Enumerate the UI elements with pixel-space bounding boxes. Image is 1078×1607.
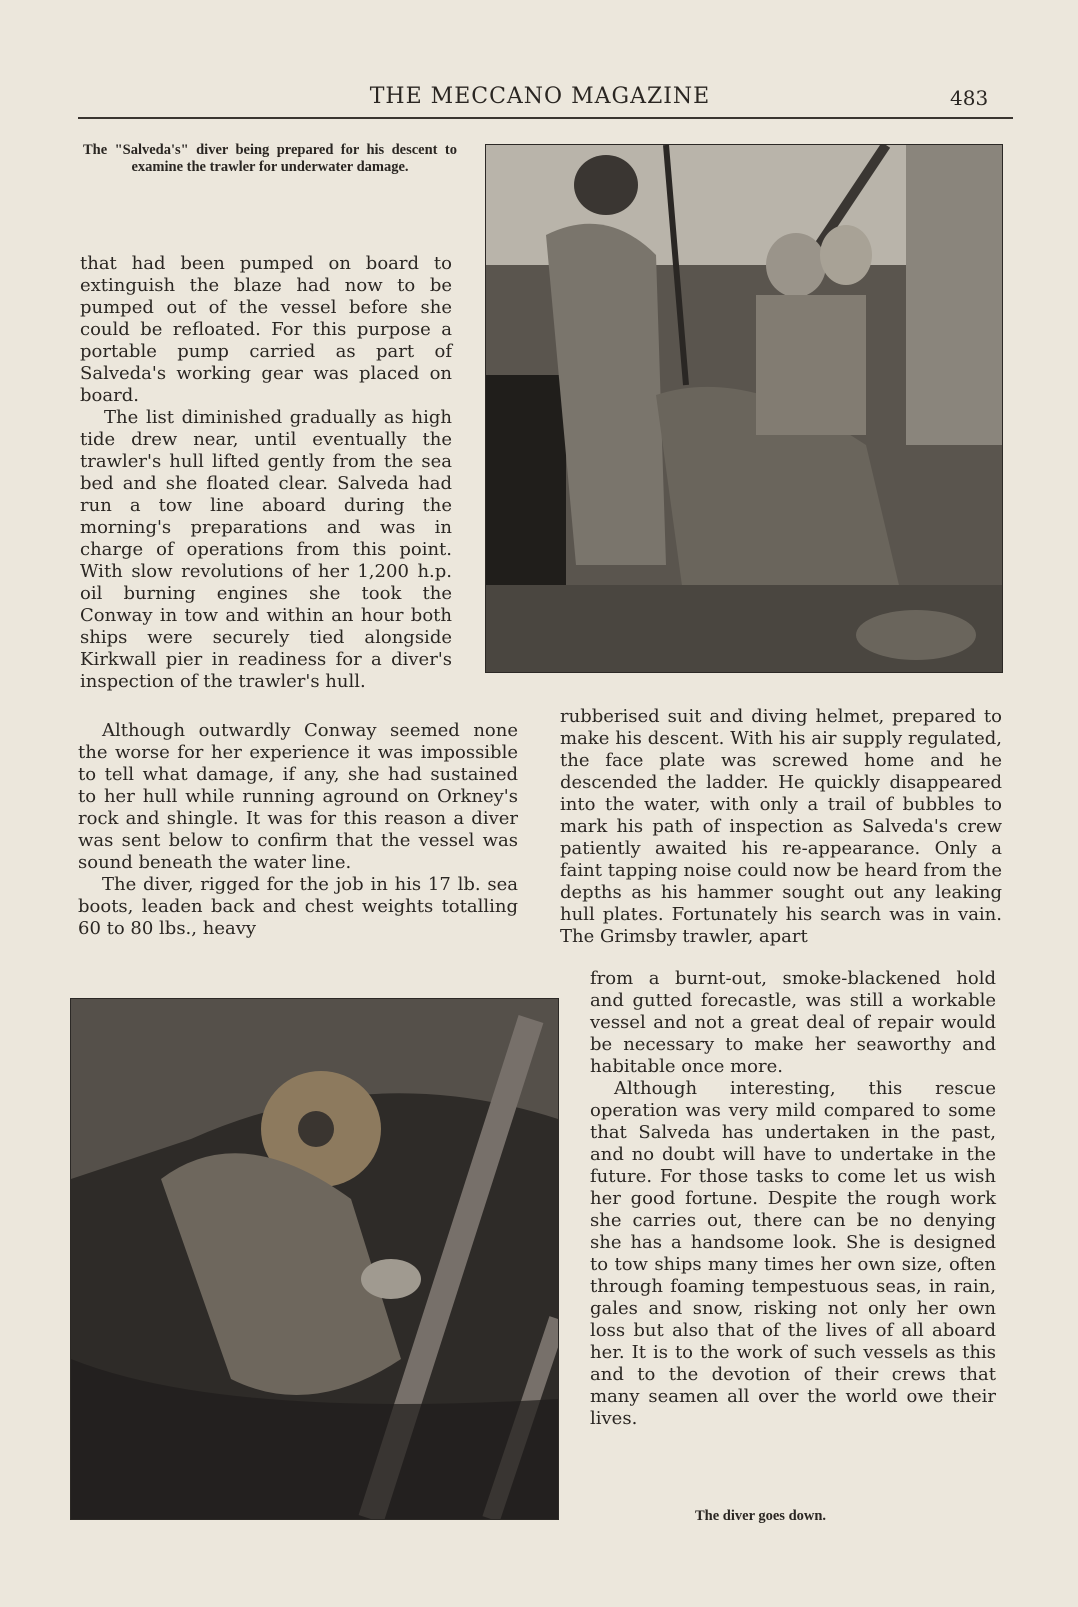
article-paragraph: The list diminished gradually as high tide drew near, until eventually the trawler's hull lifted gently from the sea bed and she floated clear. Salveda had run a tow line aboard during the morning's preparations and was in charge of operations from this point. With slow revolutions of her 1,200 h.p. oil burning engines she took the Conway in tow and within an hour both ships were securely tied alongside Kirkwall pier in readiness for a diver's inspection of the trawler's hull. bbox=[80, 407, 452, 692]
article-paragraph: The diver, rigged for the job in his 17 lb. sea boots, leaden back and chest weights totalling 60 to 80 lbs., heavy bbox=[78, 874, 518, 939]
article-paragraph: Although interesting, this rescue operation was very mild compared to some that Salveda has undertaken in the past, and no doubt will have to undertake in the future. For those tasks to come let us wish her good fortune. Despite the rough work she carries out, there can be no denying she has a handsome look. She is designed to tow ships many times her own size, often through foaming tempestuous seas, in rain, gales and snow, risking not only her own loss but also that of the lives of all aboard her. It is to the work of such vessels as this and to the devotion of their crews that many seamen all over the world owe their lives. bbox=[590, 1078, 996, 1429]
photo-caption-bottom: The diver goes down. bbox=[695, 1508, 827, 1524]
photo-diver-descending bbox=[70, 998, 559, 1520]
page-number: 483 bbox=[950, 86, 989, 110]
article-column-2 bbox=[560, 706, 1002, 948]
magazine-title: THE MECCANO MAGAZINE bbox=[369, 84, 711, 109]
article-paragraph: Although outwardly Conway seemed none the worse for her experience it was impossible to tell what damage, if any, she had sustained to her hull while running aground on Orkney's rock and shingle. It was for this reason a diver was sent below to confirm that the vessel was sound beneath the water line. bbox=[78, 720, 518, 873]
article-column-1 bbox=[80, 253, 452, 693]
article-paragraph: from a burnt-out, smoke-blackened hold and gutted forecastle, was still a workable vessel and not a great deal of repair would be necessary to make her seaworthy and habitable once more. bbox=[590, 968, 996, 1077]
photo-caption-top: The "Salveda's" diver being prepared for his descent to examine the trawler for underwater damage. bbox=[83, 142, 457, 175]
header-rule bbox=[78, 117, 1013, 119]
article-column-1-wide bbox=[78, 720, 518, 940]
article-paragraph: that had been pumped on board to extinguish the blaze had now to be pumped out of the vessel before she could be refloated. For this purpose a portable pump carried as part of Salveda's working gear was placed on board. bbox=[80, 253, 452, 406]
article-column-3 bbox=[590, 968, 996, 1430]
photo-diver-preparation bbox=[485, 144, 1003, 673]
article-paragraph: rubberised suit and diving helmet, prepared to make his descent. With his air supply regulated, the face plate was screwed home and he descended the ladder. He quickly disappeared into the water, with only a trail of bubbles to mark his path of inspection as Salveda's crew patiently awaited his re-appearance. Only a faint tapping noise could now be heard from the depths as his hammer sought out any leaking hull plates. Fortunately his search was in vain. The Grimsby trawler, apart bbox=[560, 706, 1002, 947]
